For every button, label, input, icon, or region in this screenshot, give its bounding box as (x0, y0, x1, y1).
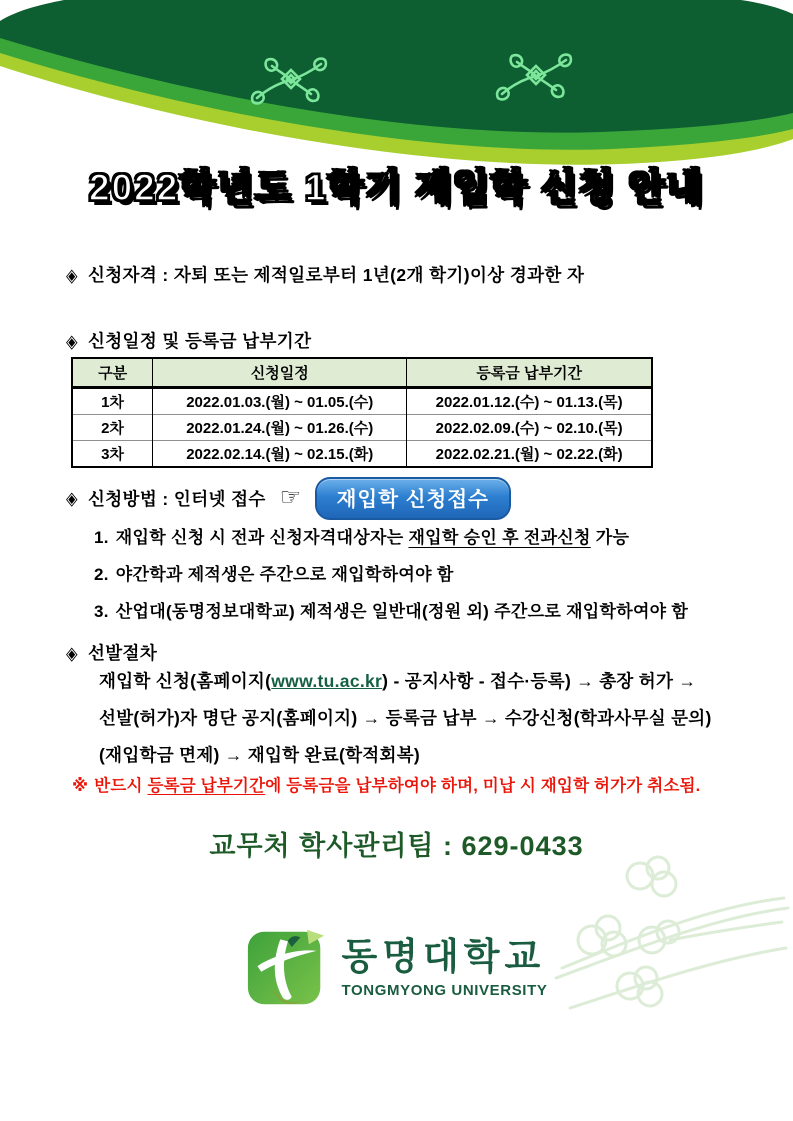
application-period-cell: 2022.02.14.(월) ~ 02.15.(화) (153, 441, 407, 468)
diamond-bullet-icon: ◈ (66, 264, 78, 286)
diamond-bullet-icon: ◈ (66, 488, 78, 510)
col-header-round: 구분 (72, 358, 153, 388)
list-item: 3. 산업대(동명정보대학교) 제적생은 일반대(정원 외) 주간으로 재입학하여야 함 (94, 602, 689, 621)
payment-period-cell: 2022.01.12.(수) ~ 01.13.(목) (407, 388, 652, 415)
reference-mark-icon: ※ (72, 777, 89, 795)
payment-period-cell: 2022.02.21.(월) ~ 02.22.(화) (407, 441, 652, 468)
method-text: 신청방법 : 인터넷 접수 (87, 488, 266, 509)
table-row (72, 415, 652, 441)
schedule-heading (66, 328, 311, 353)
payment-period-cell: 2022.02.09.(수) ~ 02.10.(목) (407, 415, 652, 441)
round-cell: 1차 (101, 394, 124, 411)
method-heading (66, 479, 511, 517)
method-notes (94, 523, 688, 634)
procedure-line: 재입학 신청(홈페이지(www.tu.ac.kr) - 공지사항 - 접수·등록) → 총장 허가 → (99, 671, 697, 691)
schedule-table-header-row (72, 358, 652, 388)
payment-warning: ※ 반드시 등록금 납부기간에 등록금을 납부하여야 하며, 미납 시 재입학 허가가 취소됨. (72, 777, 701, 795)
col-header-payment-period: 등록금 납부기간 (407, 358, 652, 388)
list-item: 1. 재입학 신청 시 전과 신청자격대상자는 재입학 승인 후 전과신청 가능 (94, 528, 630, 547)
list-item: 2. 야간학과 제적생은 주간으로 재입학하여야 함 (94, 565, 454, 584)
university-logo (0, 926, 793, 1010)
procedure-line: 선발(허가)자 명단 공지(홈페이지) → 등록금 납부 → 수강신청(학과사무실 문의) (99, 708, 712, 728)
procedure-paragraph (99, 663, 759, 774)
round-cell: 3차 (72, 441, 153, 468)
page-title: 2022학년도 1학기 재입학 신청 안내 (89, 167, 704, 208)
contact-phone: 교무처 학사관리팀 : 629-0433 (209, 831, 584, 861)
university-logo-text (342, 937, 548, 999)
procedure-line: (재입학금 면제) → 재입학 완료(학적회복) (99, 745, 421, 765)
procedure-text: 선발절차 (87, 643, 158, 663)
university-name-english: TONGMYONG UNIVERSITY (341, 981, 548, 999)
application-period-cell: 2022.01.03.(월) ~ 01.05.(수) (153, 388, 407, 415)
university-name-korean: 동명대학교 (341, 936, 546, 978)
schedule-table (71, 357, 653, 468)
eligibility-heading (66, 262, 584, 287)
eligibility-text: 신청자격 : 자퇴 또는 제적일로부터 1년(2개 학기)이상 경과한 자 (87, 265, 585, 285)
schedule-text: 신청일정 및 등록금 납부기간 (87, 331, 312, 351)
table-row (72, 388, 652, 415)
readmission-apply-button[interactable]: 재입학 신청접수 (315, 477, 511, 520)
diamond-bullet-icon: ◈ (66, 330, 78, 352)
procedure-heading (66, 640, 157, 665)
table-row (72, 441, 652, 468)
header-banner (0, 0, 793, 176)
pointing-hand-icon: ☞ (279, 484, 302, 511)
homepage-link[interactable]: www.tu.ac.kr (271, 671, 383, 691)
col-header-application-period: 신청일정 (153, 358, 407, 388)
university-logo-icon (246, 926, 326, 1010)
diamond-bullet-icon: ◈ (66, 642, 78, 664)
round-cell: 2차 (72, 415, 153, 441)
application-period-cell: 2022.01.24.(월) ~ 01.26.(수) (153, 415, 407, 441)
